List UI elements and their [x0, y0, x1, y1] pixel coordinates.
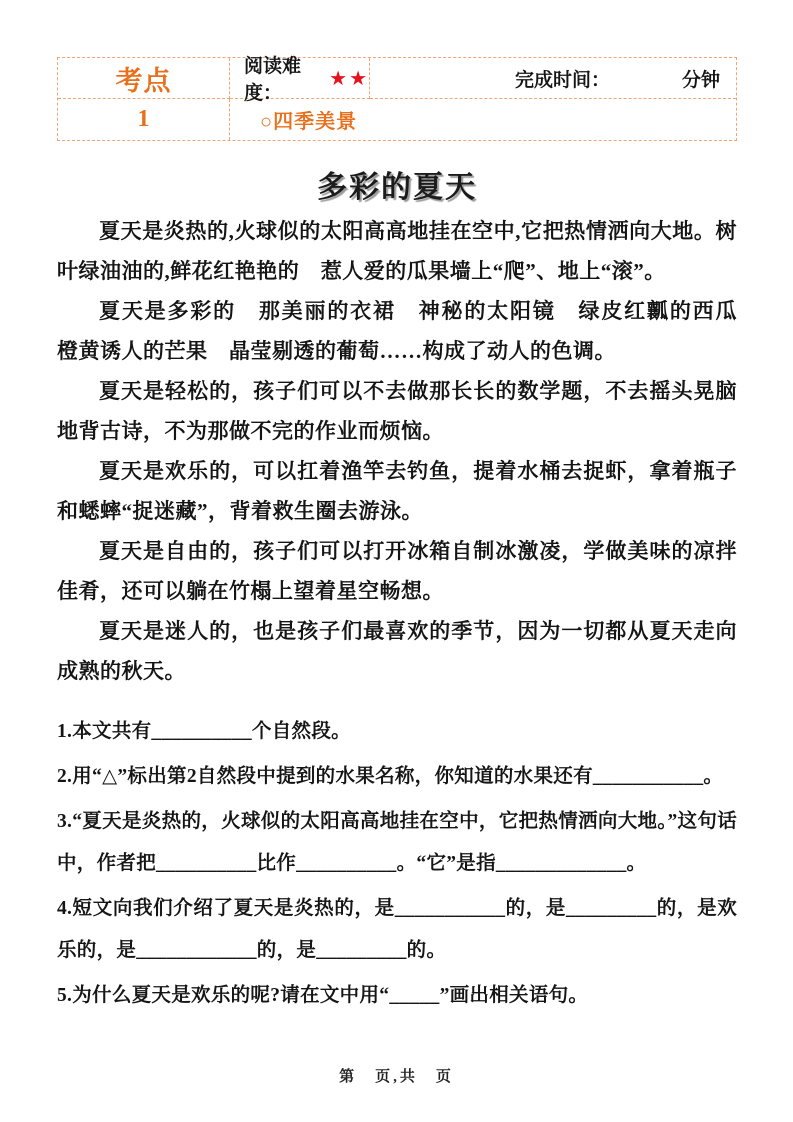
star-rating-icon: ★★ [329, 67, 369, 90]
finish-time-cell [370, 58, 736, 99]
finish-time-label: 完成时间： [514, 69, 610, 91]
article-title: 多彩的夏天 [317, 171, 477, 204]
difficulty-label: 阅读难度： [244, 56, 302, 104]
question-list [57, 711, 737, 1017]
paragraph: 夏天是自由的，孩子们可以打开冰箱自制冰激凌，学做美味的凉拌佳肴，还可以躺在竹榻上望着星空畅想。 [57, 539, 737, 603]
difficulty-cell [230, 56, 370, 104]
question-2: 2.用“△”标出第2自然段中提到的水果名称，你知道的水果还有___________。 [57, 766, 724, 787]
question-3: 3.“夏天是炎热的，火球似的太阳高高地挂在空中，它把热情洒向大地。”这句话中，作者把__________比作__________。“它”是指_____________。 [57, 811, 737, 874]
question-1: 1.本文共有__________个自然段。 [57, 721, 351, 742]
paragraph: 夏天是欢乐的，可以扛着渔竿去钓鱼，提着水桶去捉虾，拿着瓶子和蟋蟀“捉迷藏”，背着救生圈去游泳。 [57, 459, 737, 523]
paragraph: 夏天是炎热的,火球似的太阳高高地挂在空中,它把热情洒向大地。树叶绿油油的,鲜花红艳艳的 惹人爱的瓜果墙上“爬”、地上“滚”。 [57, 219, 737, 283]
paragraph: 夏天是轻松的，孩子们可以不去做那长长的数学题，不去摇头晃脑地背古诗，不为那做不完的作业而烦恼。 [57, 379, 737, 443]
finish-time-unit: 分钟 [681, 69, 720, 91]
paragraph: 夏天是迷人的，也是孩子们最喜欢的季节，因为一切都从夏天走向成熟的秋天。 [57, 619, 737, 683]
exam-header-table [57, 57, 737, 141]
question-4: 4.短文向我们介绍了夏天是炎热的，是___________的，是_________的，是欢乐的，是____________的，是_________的。 [57, 898, 737, 961]
exam-point-number: 1 [58, 99, 230, 140]
article-body [57, 211, 759, 691]
question-5: 5.为什么夏天是欢乐的呢?请在文中用“_____”画出相关语句。 [57, 985, 589, 1006]
topic-label: ○四季美景 [260, 111, 358, 133]
page-footer: 第 页,共 页 [339, 1069, 454, 1085]
paragraph: 夏天是多彩的 那美丽的衣裙 神秘的太阳镜 绿皮红瓤的西瓜 橙黄诱人的芒果 晶莹剔透的葡萄……构成了动人的色调。 [57, 299, 759, 363]
exam-point-label: 考点 [58, 58, 230, 99]
